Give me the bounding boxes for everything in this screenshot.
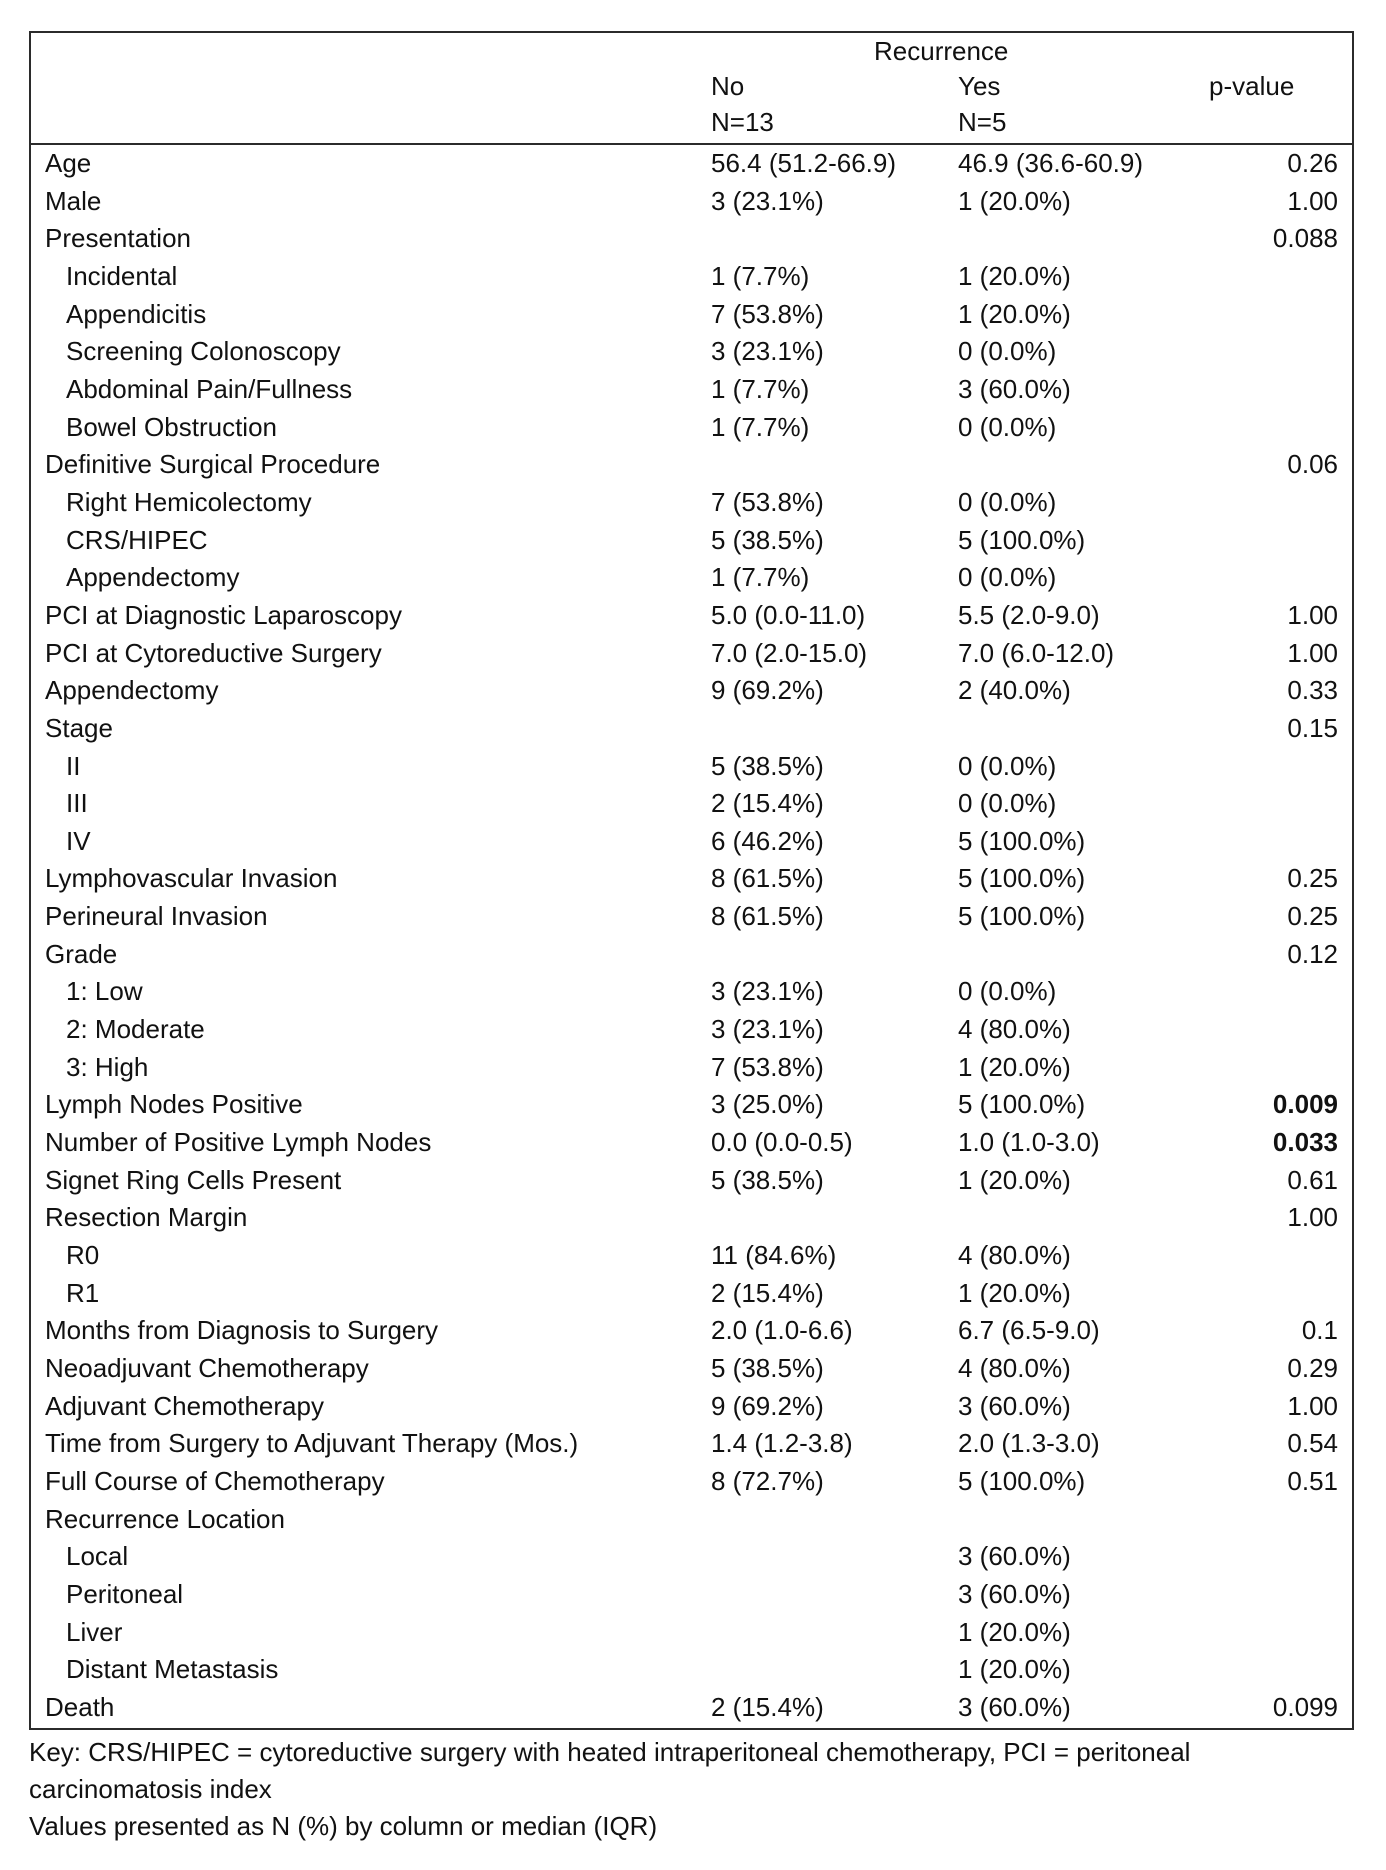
cell-recurrence: 1 (20.0%) (958, 1051, 1071, 1082)
table-row (31, 860, 1352, 898)
table-subrow (31, 1049, 1352, 1087)
cell-recurrence: 0 (0.0%) (958, 336, 1057, 367)
cell-recurrence: 7.0 (6.0-12.0) (958, 637, 1115, 668)
row-label: Right Hemicolectomy (66, 486, 312, 517)
row-label: III (66, 788, 88, 819)
row-label: IV (66, 825, 91, 856)
row-label: R1 (66, 1277, 100, 1308)
cell-recurrence: 1 (20.0%) (958, 260, 1071, 291)
cell-recurrence: 5.5 (2.0-9.0) (958, 599, 1100, 630)
table-row (31, 1388, 1352, 1426)
cell-p-value: 0.25 (1287, 901, 1338, 932)
table-row (31, 1124, 1352, 1162)
cell-no-recurrence: 9 (69.2%) (711, 1390, 824, 1421)
table-subrow (31, 1651, 1352, 1689)
table-subrow (31, 258, 1352, 296)
row-label: Full Course of Chemotherapy (45, 1465, 385, 1496)
col-p-value-label: p-value (1209, 71, 1295, 101)
table-row (31, 597, 1352, 635)
cell-no-recurrence: 8 (61.5%) (711, 863, 824, 894)
cell-recurrence: 5 (100.0%) (958, 524, 1086, 555)
row-label: CRS/HIPEC (66, 524, 208, 555)
table-subrow (31, 371, 1352, 409)
row-label: Grade (45, 938, 118, 969)
cell-recurrence: 1 (20.0%) (958, 1654, 1071, 1685)
cell-no-recurrence: 1 (7.7%) (711, 411, 810, 442)
cell-recurrence: 4 (80.0%) (958, 1014, 1071, 1045)
table-row (31, 446, 1352, 484)
cell-no-recurrence: 1.4 (1.2-3.8) (711, 1428, 853, 1459)
cell-no-recurrence: 3 (23.1%) (711, 185, 824, 216)
cell-recurrence: 46.9 (36.6-60.9) (958, 148, 1144, 178)
cell-no-recurrence: 5 (38.5%) (711, 1164, 824, 1195)
cell-p-value: 1.00 (1287, 1390, 1338, 1421)
cell-recurrence: 0 (0.0%) (958, 976, 1057, 1007)
row-label: Local (66, 1541, 129, 1572)
cell-recurrence: 3 (60.0%) (958, 1578, 1071, 1609)
table-subrow (31, 522, 1352, 560)
table-row (31, 220, 1352, 258)
row-label: Signet Ring Cells Present (45, 1164, 342, 1195)
cell-recurrence: 5 (100.0%) (958, 825, 1086, 856)
row-label: PCI at Diagnostic Laparoscopy (45, 599, 402, 630)
row-label: Bowel Obstruction (66, 411, 277, 442)
table-subrow (31, 1275, 1352, 1313)
row-label: Adjuvant Chemotherapy (45, 1390, 324, 1421)
row-label: Recurrence Location (45, 1503, 285, 1534)
table-subrow (31, 484, 1352, 522)
cell-no-recurrence: 5 (38.5%) (711, 750, 824, 781)
cell-recurrence: 5 (100.0%) (958, 1089, 1086, 1120)
cell-recurrence: 1.0 (1.0-3.0) (958, 1127, 1100, 1158)
row-label: 1: Low (66, 976, 143, 1007)
cell-recurrence: 3 (60.0%) (958, 1541, 1071, 1572)
table-subrow (31, 1614, 1352, 1652)
cell-p-value: 0.29 (1287, 1353, 1338, 1383)
cell-recurrence: 0 (0.0%) (958, 562, 1057, 593)
cell-p-value: 0.26 (1287, 148, 1338, 178)
row-label: 2: Moderate (66, 1014, 205, 1045)
cell-recurrence: 1 (20.0%) (958, 298, 1071, 329)
cell-p-value: 0.099 (1272, 1691, 1338, 1722)
row-label: Screening Colonoscopy (66, 336, 341, 367)
cell-no-recurrence: 8 (72.7%) (711, 1465, 824, 1496)
cell-p-value: 0.009 (1272, 1089, 1338, 1120)
table-subrow (31, 1011, 1352, 1049)
row-label: Liver (66, 1616, 123, 1647)
table-subrow (31, 973, 1352, 1011)
table-row (31, 1425, 1352, 1463)
col-no-n: N=13 (711, 107, 774, 137)
row-label: Distant Metastasis (66, 1654, 279, 1685)
table-row (31, 898, 1352, 936)
cell-recurrence: 0 (0.0%) (958, 486, 1057, 517)
cell-recurrence: 0 (0.0%) (958, 411, 1057, 442)
cell-no-recurrence: 6 (46.2%) (711, 825, 824, 856)
row-label: Months from Diagnosis to Surgery (45, 1315, 439, 1346)
row-label: Death (45, 1691, 115, 1722)
row-label: Perineural Invasion (45, 901, 268, 932)
cell-p-value: 0.088 (1272, 223, 1338, 254)
cell-p-value: 0.12 (1287, 938, 1338, 969)
table-row (31, 710, 1352, 748)
table-row (31, 1086, 1352, 1124)
row-label: Time from Surgery to Adjuvant Therapy (Mos.) (45, 1428, 579, 1459)
table-row (31, 1199, 1352, 1237)
table-subrow (31, 785, 1352, 823)
row-label: Age (45, 148, 92, 178)
table-subrow (31, 1538, 1352, 1576)
row-label: Neoadjuvant Chemotherapy (45, 1353, 369, 1383)
row-label: II (66, 750, 81, 781)
col-yes-label: Yes (958, 71, 1001, 101)
cell-no-recurrence: 1 (7.7%) (711, 373, 810, 404)
table-row (31, 635, 1352, 673)
cell-recurrence: 1 (20.0%) (958, 1277, 1071, 1308)
cell-p-value: 0.15 (1287, 712, 1338, 743)
row-label: Appendectomy (45, 675, 219, 706)
row-label: Lymph Nodes Positive (45, 1089, 303, 1120)
table-subrow (31, 559, 1352, 597)
row-label: Abdominal Pain/Fullness (66, 373, 353, 404)
cell-p-value: 0.54 (1287, 1428, 1338, 1459)
table-subrow (31, 296, 1352, 334)
cell-p-value: 0.033 (1272, 1127, 1338, 1158)
cell-no-recurrence: 0.0 (0.0-0.5) (711, 1127, 853, 1158)
cell-no-recurrence: 5 (38.5%) (711, 1353, 824, 1383)
row-label: Incidental (66, 260, 178, 291)
cell-p-value: 0.61 (1287, 1164, 1338, 1195)
cell-recurrence: 1 (20.0%) (958, 1616, 1071, 1647)
table-subrow (31, 1576, 1352, 1614)
table-body (31, 145, 1352, 1727)
results-table (29, 31, 1354, 1730)
cell-p-value: 1.00 (1287, 637, 1338, 668)
row-label: PCI at Cytoreductive Surgery (45, 637, 382, 668)
cell-no-recurrence: 3 (23.1%) (711, 336, 824, 367)
cell-p-value: 0.33 (1287, 675, 1338, 706)
recurrence-group-label: Recurrence (874, 36, 1009, 66)
cell-no-recurrence: 8 (61.5%) (711, 901, 824, 932)
row-label: Presentation (45, 223, 191, 254)
col-no-label: No (711, 71, 745, 101)
table-subrow (31, 1237, 1352, 1275)
cell-recurrence: 3 (60.0%) (958, 1390, 1071, 1421)
cell-recurrence: 1 (20.0%) (958, 1164, 1071, 1195)
table-subrow (31, 823, 1352, 861)
row-label: Peritoneal (66, 1578, 184, 1609)
table-subrow (31, 748, 1352, 786)
cell-no-recurrence: 3 (23.1%) (711, 1014, 824, 1045)
table-row (31, 1162, 1352, 1200)
cell-p-value: 0.06 (1287, 449, 1338, 480)
table-subrow (31, 333, 1352, 371)
cell-no-recurrence: 5.0 (0.0-11.0) (711, 599, 866, 630)
cell-no-recurrence: 5 (38.5%) (711, 524, 824, 555)
cell-recurrence: 0 (0.0%) (958, 750, 1057, 781)
table-row (31, 1501, 1352, 1539)
cell-recurrence: 6.7 (6.5-9.0) (958, 1315, 1100, 1346)
cell-no-recurrence: 11 (84.6%) (711, 1240, 837, 1271)
cell-p-value: 0.25 (1287, 863, 1338, 894)
cell-no-recurrence: 1 (7.7%) (711, 562, 810, 593)
cell-recurrence: 5 (100.0%) (958, 863, 1086, 894)
table-row (31, 1463, 1352, 1501)
cell-recurrence: 5 (100.0%) (958, 901, 1086, 932)
cell-p-value: 1.00 (1287, 185, 1338, 216)
cell-recurrence: 0 (0.0%) (958, 788, 1057, 819)
col-yes-n: N=5 (958, 107, 1007, 137)
cell-no-recurrence: 2 (15.4%) (711, 1277, 824, 1308)
table-row (31, 183, 1352, 221)
cell-p-value: 1.00 (1287, 599, 1338, 630)
cell-no-recurrence: 7 (53.8%) (711, 1051, 824, 1082)
cell-no-recurrence: 2 (15.4%) (711, 788, 824, 819)
table-subrow (31, 409, 1352, 447)
cell-recurrence: 1 (20.0%) (958, 185, 1071, 216)
row-label: Number of Positive Lymph Nodes (45, 1127, 432, 1158)
cell-recurrence: 3 (60.0%) (958, 373, 1071, 404)
cell-recurrence: 2.0 (1.3-3.0) (958, 1428, 1100, 1459)
row-label: Male (45, 185, 102, 216)
cell-recurrence: 2 (40.0%) (958, 675, 1071, 706)
table-row (31, 1350, 1352, 1388)
row-label: Appendectomy (66, 562, 240, 593)
cell-recurrence: 4 (80.0%) (958, 1353, 1071, 1383)
cell-no-recurrence: 1 (7.7%) (711, 260, 810, 291)
abbreviation-key: Key: CRS/HIPEC = cytoreductive surgery with heated intraperitoneal chemotherapy, PCI = peritoneal carcinomatosis index (29, 1737, 1191, 1804)
row-label: 3: High (66, 1051, 149, 1082)
row-label: Resection Margin (45, 1202, 248, 1233)
cell-recurrence: 4 (80.0%) (958, 1240, 1071, 1271)
row-label: Definitive Surgical Procedure (45, 449, 381, 480)
table-row (31, 1689, 1352, 1727)
cell-recurrence: 5 (100.0%) (958, 1465, 1086, 1496)
cell-no-recurrence: 56.4 (51.2-66.9) (711, 148, 897, 178)
table-row (31, 936, 1352, 974)
table-row (31, 145, 1352, 183)
cell-no-recurrence: 2 (15.4%) (711, 1691, 824, 1722)
cell-p-value: 1.00 (1287, 1202, 1338, 1233)
cell-no-recurrence: 2.0 (1.0-6.6) (711, 1315, 853, 1346)
cell-recurrence: 3 (60.0%) (958, 1691, 1071, 1722)
footnotes (29, 1734, 1369, 1845)
cell-p-value: 0.51 (1287, 1465, 1338, 1496)
cell-no-recurrence: 3 (23.1%) (711, 976, 824, 1007)
cell-no-recurrence: 7 (53.8%) (711, 298, 824, 329)
table-row (31, 1312, 1352, 1350)
row-label: R0 (66, 1240, 100, 1271)
row-label: Stage (45, 712, 113, 743)
cell-p-value: 0.1 (1301, 1315, 1338, 1346)
cell-no-recurrence: 9 (69.2%) (711, 675, 824, 706)
table-header (31, 33, 1352, 145)
row-label: Lymphovascular Invasion (45, 863, 338, 894)
table-row (31, 672, 1352, 710)
cell-no-recurrence: 7 (53.8%) (711, 486, 824, 517)
cell-no-recurrence: 3 (25.0%) (711, 1089, 824, 1120)
values-note: Values presented as N (%) by column or median (IQR) (29, 1811, 658, 1841)
row-label: Appendicitis (66, 298, 207, 329)
cell-no-recurrence: 7.0 (2.0-15.0) (711, 637, 868, 668)
